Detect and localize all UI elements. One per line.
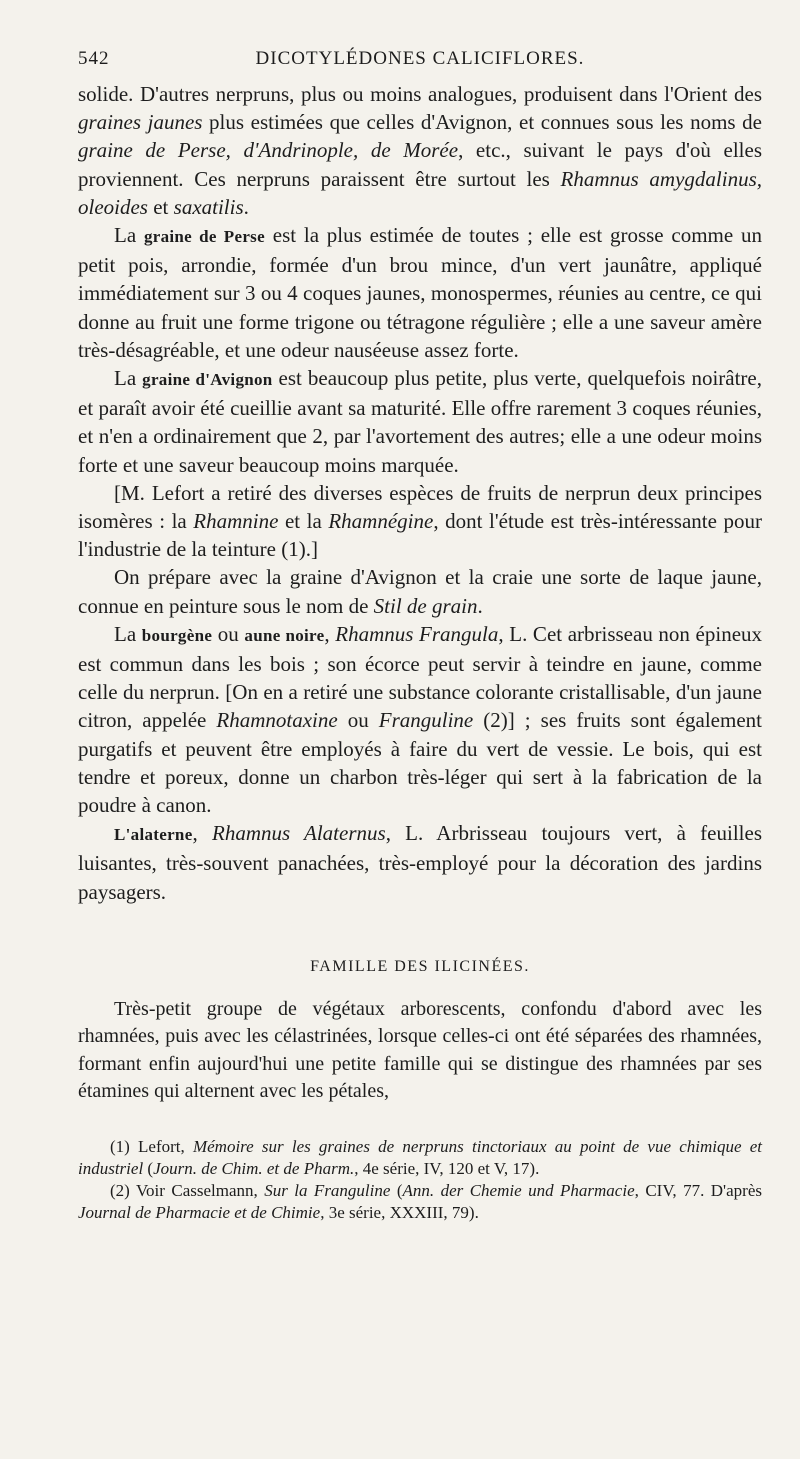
paragraph-alaterne: L'alaterne, Rhamnus Alaternus, L. Arbrisseau toujours vert, à feuilles luisantes, très-souvent panachées, très-employé pour la décoration des jardins paysagers. — [78, 821, 762, 904]
term-alaterne: L'alaterne — [114, 825, 193, 845]
paragraph-graine-de-perse: La graine de Perse est la plus estimée de toutes ; elle est grosse comme un petit pois, arrondie, formée d'un brou mince, d'un vert jaunâtre, appliqué immédiatement sur 3 ou 4 coques jaunes, monospermes, réunies au centre, ce qui donne au fruit une forme trigone ou tétragone régulière ; elle a une saveur amère très-désagréable, et une odeur nauséeuse assez forte. — [78, 223, 763, 362]
paragraph-bourgene: La bourgène ou aune noire, Rhamnus Frangula, L. Cet arbrisseau non épineux est commun dans les bois ; son écorce peut servir à teindre en jaune, comme celle du nerprun. [On en a retiré une substance colorante cristallisable, d'un jaune citron, appelée Rhamnotaxine ou Franguline (2)] ; ses fruits sont également purgatifs et peuvent être employés à faire du vert de vessie. Le bois, qui est tendre et poreux, donne un charbon très-léger qui sert à la fabrication de la poudre à canon. — [78, 621, 763, 818]
footnote-1: (1) Lefort, Mémoire sur les graines de nerpruns tinctoriaux au point de vue chimique et industriel (Journ. de Chim. et de Pharm., 4e série, IV, 120 et V, 17). — [78, 1136, 762, 1178]
running-title: DICOTYLÉDONES CALICIFLORES. — [255, 48, 585, 69]
paragraph-lefort: [M. Lefort a retiré des diverses espèces de fruits de nerprun deux principes isomères : la Rhamnine et la Rhamnégine, dont l'étude est très-intéressante pour l'industrie de la teinture (1).] — [78, 480, 762, 562]
page-number: 542 — [78, 48, 110, 69]
term-graine-de-perse: graine de Perse — [143, 227, 265, 247]
term-aune-noire: aune noire — [244, 625, 325, 645]
term-bourgene: bourgène — [141, 625, 213, 645]
page-header — [78, 48, 762, 80]
section-title: FAMILLE DES ILICINÉES. — [310, 957, 530, 975]
footnote-separator — [78, 1106, 762, 1136]
section-text — [78, 996, 762, 1106]
main-text — [78, 80, 762, 906]
paragraph-stil-de-grain: On prépare avec la graine d'Avignon et la craie une sorte de laque jaune, connue en peinture sous le nom de Stil de grain. — [78, 565, 762, 618]
term-graine-d-avignon: graine d'Avignon — [142, 370, 273, 390]
paragraph-graine-d-avignon: La graine d'Avignon est beaucoup plus petite, plus verte, quelquefois noirâtre, et paraît avoir été cueillie avant sa maturité. Elle offre rarement 3 coques réunies, et n'en a ordinairement que 2, par l'avortement des autres; elle a une odeur moins forte et une saveur beaucoup moins marquée. — [78, 366, 762, 477]
footnotes — [78, 1136, 762, 1224]
footnote-2: (2) Voir Casselmann, Sur la Franguline (Ann. der Chemie und Pharmacie, CIV, 77. D'après Journal de Pharmacie et de Chimie, 3e série, XXXIII, 79). — [78, 1180, 762, 1222]
paragraph-1: solide. D'autres nerpruns, plus ou moins analogues, produisent dans l'Orient des graines jaunes plus estimées que celles d'Avignon, et connues sous les noms de graine de Perse, d'Andrinople, de Morée, etc., suivant le pays d'où elles proviennent. Ces nerpruns paraissent être surtout les Rhamnus amygdalinus, oleoides et saxatilis. — [78, 82, 762, 219]
paragraph-ilicinees: Très-petit groupe de végétaux arborescents, confondu d'abord avec les rhamnées, puis avec les célastrinées, lorsque celles-ci ont été séparées des rhamnées, formant enfin aujourd'hui une petite famille qui se distingue des rhamnées par ses étamines qui alternent avec les pétales, — [78, 997, 762, 1103]
